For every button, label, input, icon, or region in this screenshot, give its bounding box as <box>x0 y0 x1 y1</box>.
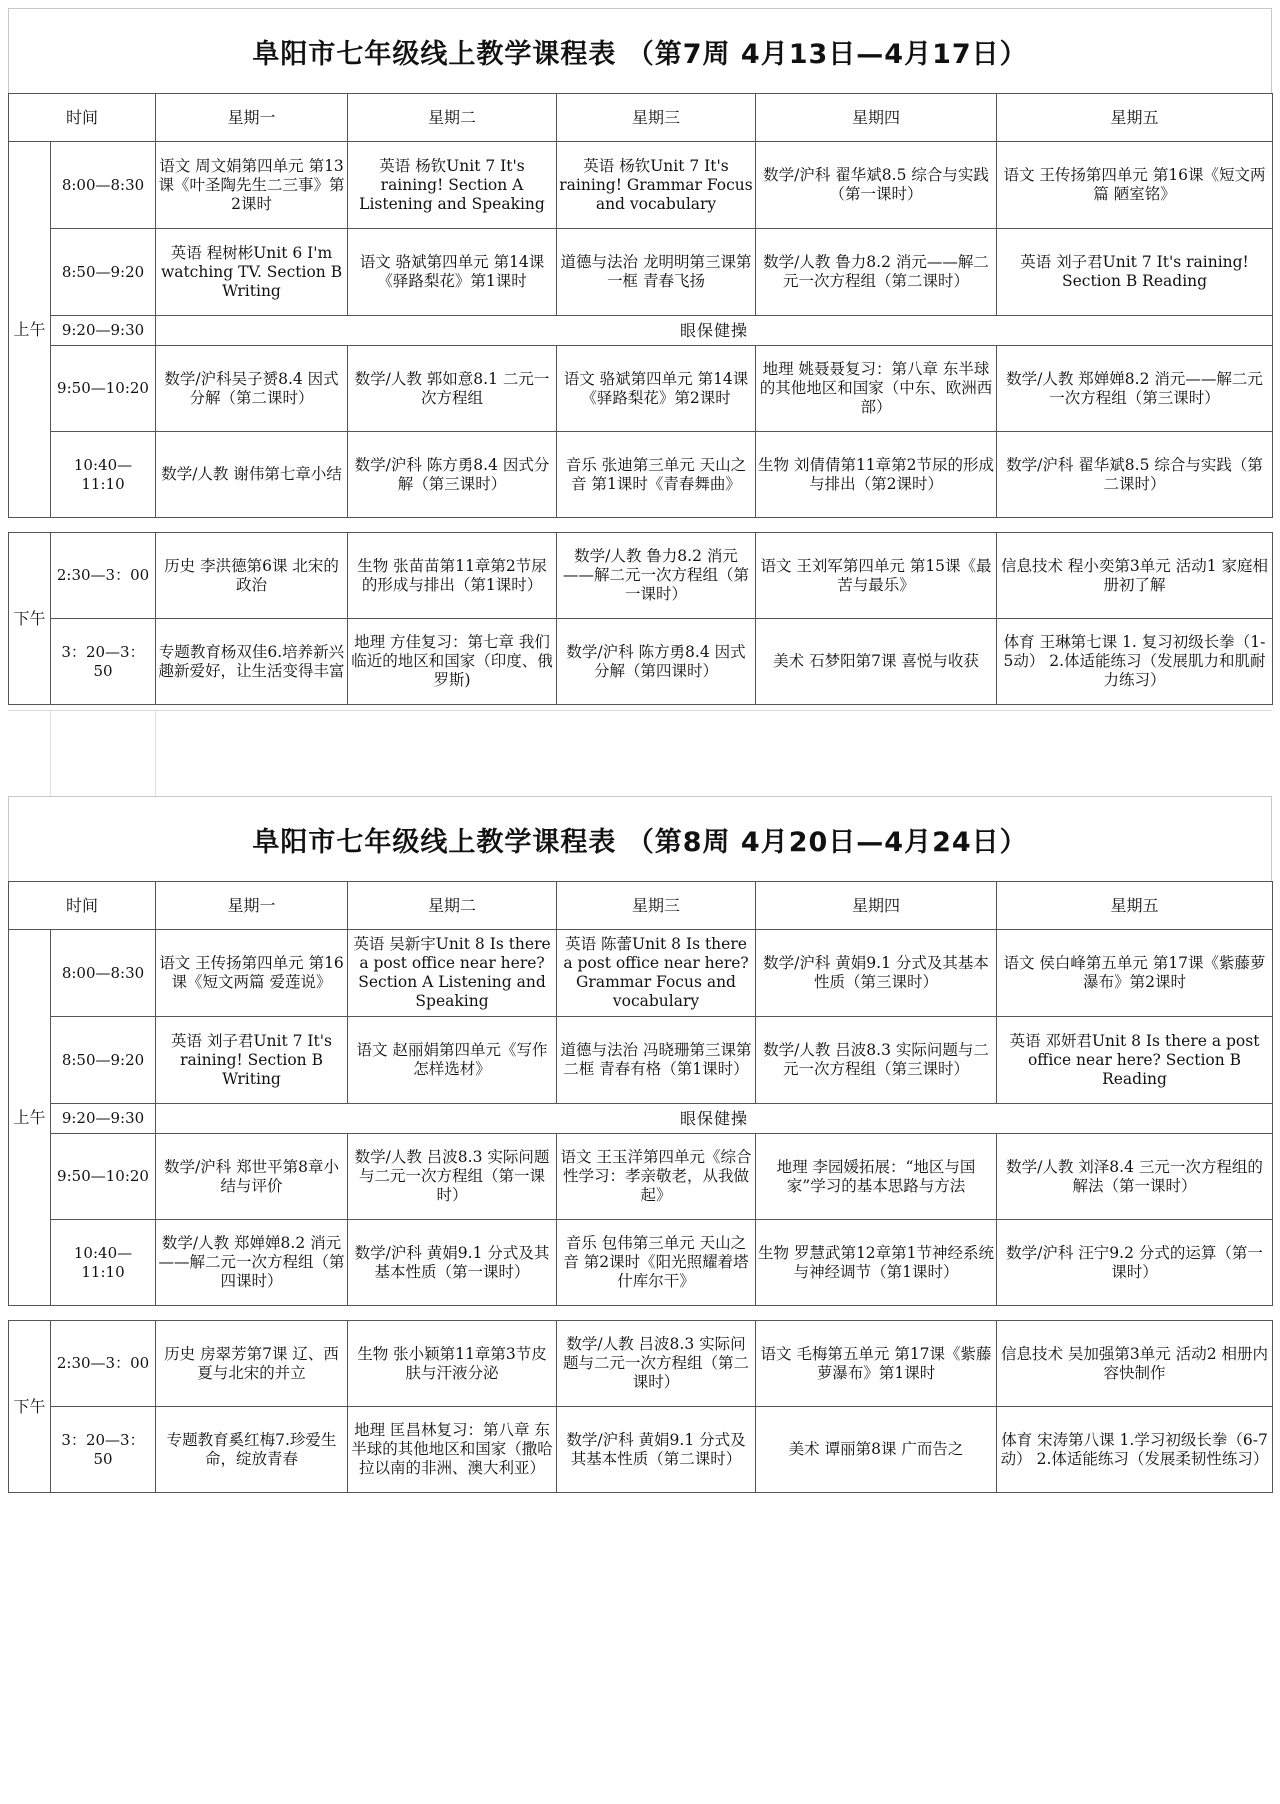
header-tuesday: 星期二 <box>348 94 557 142</box>
class-cell: 英语 刘子君Unit 7 It's raining! Section B Writing <box>156 1017 348 1104</box>
class-cell: 英语 杨钦Unit 7 It's raining! Grammar Focus and vocabulary <box>557 142 756 229</box>
schedule-title: 阜阳市七年级线上教学课程表 （第7周 4月13日—4月17日） <box>252 38 1028 70</box>
timetable <box>8 881 1273 1493</box>
class-cell: 数学/人教 吕波8.3 实际问题与二元一次方程组（第二课时） <box>557 1321 756 1407</box>
class-cell: 音乐 包伟第三单元 天山之音 第2课时《阳光照耀着塔什库尔干》 <box>557 1220 756 1306</box>
blank-spacer <box>8 710 1272 797</box>
time-cell: 8:00—8:30 <box>51 930 156 1017</box>
class-cell: 语文 王玉洋第四单元《综合性学习：孝亲敬老，从我做起》 <box>557 1134 756 1220</box>
class-cell: 语文 王刘军第四单元 第15课《最苦与最乐》 <box>756 533 997 619</box>
gap-row <box>9 1306 1273 1321</box>
time-cell: 8:00—8:30 <box>51 142 156 229</box>
header-thursday: 星期四 <box>756 94 997 142</box>
header-wednesday: 星期三 <box>557 94 756 142</box>
class-cell: 信息技术 程小奕第3单元 活动1 家庭相册初了解 <box>997 533 1273 619</box>
class-cell: 历史 房翠芳第7课 辽、西夏与北宋的并立 <box>156 1321 348 1407</box>
class-cell: 地理 匡昌林复习：第八章 东半球的其他地区和国家（撒哈拉以南的非洲、澳大利亚） <box>348 1407 557 1493</box>
class-cell: 数学/人教 郑婵婵8.2 消元——解二元一次方程组（第三课时） <box>997 346 1273 432</box>
class-cell: 语文 侯白峰第五单元 第17课《紫藤萝瀑布》第2课时 <box>997 930 1273 1017</box>
table-row <box>9 1321 1273 1407</box>
time-cell: 2:30—3：00 <box>51 1321 156 1407</box>
eye-exercise-break: 眼保健操 <box>156 316 1273 346</box>
class-cell: 英语 吴新宇Unit 8 Is there a post office near here? Section A Listening and Speaking <box>348 930 557 1017</box>
class-cell: 语文 周文娟第四单元 第13课《叶圣陶先生二三事》第2课时 <box>156 142 348 229</box>
header-wednesday: 星期三 <box>557 882 756 930</box>
class-cell: 音乐 张迪第三单元 天山之音 第1课时《青春舞曲》 <box>557 432 756 518</box>
class-cell: 数学/沪科 陈方勇8.4 因式分解（第三课时） <box>348 432 557 518</box>
period-morning: 上午 <box>9 142 51 518</box>
class-cell: 历史 李洪德第6课 北宋的政治 <box>156 533 348 619</box>
time-cell: 10:40—11:10 <box>51 1220 156 1306</box>
class-cell: 数学/沪科 翟华斌8.5 综合与实践（第一课时） <box>756 142 997 229</box>
faint-gridline <box>50 711 51 797</box>
class-cell: 数学/沪科 陈方勇8.4 因式分解（第四课时） <box>557 619 756 705</box>
class-cell: 生物 刘倩倩第11章第2节尿的形成与排出（第2课时） <box>756 432 997 518</box>
class-cell: 数学/人教 郑婵婵8.2 消元——解二元一次方程组（第四课时） <box>156 1220 348 1306</box>
time-cell: 9:50—10:20 <box>51 346 156 432</box>
class-cell: 语文 王传扬第四单元 第16课《短文两篇 陋室铭》 <box>997 142 1273 229</box>
table-row <box>9 346 1273 432</box>
class-cell: 数学/人教 刘泽8.4 三元一次方程组的解法（第一课时） <box>997 1134 1273 1220</box>
header-monday: 星期一 <box>156 94 348 142</box>
class-cell: 数学/人教 鲁力8.2 消元——解二元一次方程组（第一课时） <box>557 533 756 619</box>
schedule-week-7 <box>8 8 1272 705</box>
time-cell: 9:50—10:20 <box>51 1134 156 1220</box>
class-cell: 英语 刘子君Unit 7 It's raining! Section B Reading <box>997 229 1273 316</box>
table-row <box>9 316 1273 346</box>
table-row <box>9 1017 1273 1104</box>
faint-gridline <box>155 711 156 797</box>
class-cell: 生物 罗慧武第12章第1节神经系统与神经调节（第1课时） <box>756 1220 997 1306</box>
class-cell: 信息技术 吴加强第3单元 活动2 相册内容快制作 <box>997 1321 1273 1407</box>
eye-exercise-break: 眼保健操 <box>156 1104 1273 1134</box>
class-cell: 专题教育杨双佳6.培养新兴趣新爱好，让生活变得丰富 <box>156 619 348 705</box>
class-cell: 地理 姚聂聂复习：第八章 东半球的其他地区和国家（中东、欧洲西部） <box>756 346 997 432</box>
time-cell: 3：20—3：50 <box>51 1407 156 1493</box>
header-thursday: 星期四 <box>756 882 997 930</box>
class-cell: 数学/沪科 郑世平第8章小结与评价 <box>156 1134 348 1220</box>
class-cell: 英语 邓妍君Unit 8 Is there a post office near here? Section B Reading <box>997 1017 1273 1104</box>
class-cell: 英语 程树彬Unit 6 I'm watching TV. Section B Writing <box>156 229 348 316</box>
table-row <box>9 533 1273 619</box>
header-tuesday: 星期二 <box>348 882 557 930</box>
class-cell: 生物 张苗苗第11章第2节尿的形成与排出（第1课时） <box>348 533 557 619</box>
time-cell: 10:40—11:10 <box>51 432 156 518</box>
class-cell: 数学/沪科吴子赟8.4 因式分解（第二课时） <box>156 346 348 432</box>
schedule-week-8 <box>8 796 1272 1493</box>
class-cell: 体育 王琳第七课 1. 复习初级长拳（1-5动） 2.体适能练习（发展肌力和肌耐力练习） <box>997 619 1273 705</box>
table-row <box>9 1220 1273 1306</box>
table-row <box>9 1134 1273 1220</box>
class-cell: 语文 赵丽娟第四单元《写作 怎样选材》 <box>348 1017 557 1104</box>
time-cell: 3：20—3：50 <box>51 619 156 705</box>
header-row <box>9 94 1273 142</box>
schedule-title: 阜阳市七年级线上教学课程表 （第8周 4月20日—4月24日） <box>252 826 1028 858</box>
class-cell: 数学/人教 吕波8.3 实际问题与二元一次方程组（第三课时） <box>756 1017 997 1104</box>
class-cell: 生物 张小颖第11章第3节皮肤与汗液分泌 <box>348 1321 557 1407</box>
table-row <box>9 1407 1273 1493</box>
class-cell: 数学/沪科 黄娟9.1 分式及其基本性质（第一课时） <box>348 1220 557 1306</box>
time-cell: 9:20—9:30 <box>51 316 156 346</box>
class-cell: 英语 陈蕾Unit 8 Is there a post office near here? Grammar Focus and vocabulary <box>557 930 756 1017</box>
class-cell: 地理 方佳复习：第七章 我们临近的地区和国家（印度、俄罗斯) <box>348 619 557 705</box>
time-cell: 2:30—3：00 <box>51 533 156 619</box>
time-cell: 8:50—9:20 <box>51 229 156 316</box>
time-cell: 8:50—9:20 <box>51 1017 156 1104</box>
class-cell: 地理 李园媛拓展：“地区与国家”学习的基本思路与方法 <box>756 1134 997 1220</box>
title-box <box>8 796 1272 881</box>
class-cell: 数学/沪科 汪宁9.2 分式的运算（第一课时） <box>997 1220 1273 1306</box>
title-box <box>8 8 1272 93</box>
class-cell: 体育 宋涛第八课 1.学习初级长拳（6-7动） 2.体适能练习（发展柔韧性练习） <box>997 1407 1273 1493</box>
class-cell: 语文 毛梅第五单元 第17课《紫藤萝瀑布》第1课时 <box>756 1321 997 1407</box>
class-cell: 道德与法治 龙明明第三课第一框 青春飞扬 <box>557 229 756 316</box>
table-row <box>9 619 1273 705</box>
header-row <box>9 882 1273 930</box>
class-cell: 英语 杨钦Unit 7 It's raining! Section A Listening and Speaking <box>348 142 557 229</box>
period-afternoon: 下午 <box>9 533 51 705</box>
gap-row <box>9 518 1273 533</box>
class-cell: 道德与法治 冯晓珊第三课第二框 青春有格（第1课时） <box>557 1017 756 1104</box>
class-cell: 数学/沪科 黄娟9.1 分式及其基本性质（第三课时） <box>756 930 997 1017</box>
class-cell: 语文 王传扬第四单元 第16课《短文两篇 爱莲说》 <box>156 930 348 1017</box>
class-cell: 语文 骆斌第四单元 第14课《驿路梨花》第1课时 <box>348 229 557 316</box>
class-cell: 数学/人教 鲁力8.2 消元——解二元一次方程组（第二课时） <box>756 229 997 316</box>
table-row <box>9 229 1273 316</box>
class-cell: 数学/人教 吕波8.3 实际问题与二元一次方程组（第一课时） <box>348 1134 557 1220</box>
table-row <box>9 1104 1273 1134</box>
class-cell: 美术 谭丽第8课 广而告之 <box>756 1407 997 1493</box>
class-cell: 美术 石梦阳第7课 喜悦与收获 <box>756 619 997 705</box>
header-time: 时间 <box>9 882 156 930</box>
class-cell: 数学/沪科 黄娟9.1 分式及其基本性质（第二课时） <box>557 1407 756 1493</box>
class-cell: 数学/沪科 翟华斌8.5 综合与实践（第二课时） <box>997 432 1273 518</box>
table-row <box>9 432 1273 518</box>
timetable <box>8 93 1273 705</box>
header-friday: 星期五 <box>997 94 1273 142</box>
header-monday: 星期一 <box>156 882 348 930</box>
period-morning: 上午 <box>9 930 51 1306</box>
time-cell: 9:20—9:30 <box>51 1104 156 1134</box>
period-afternoon: 下午 <box>9 1321 51 1493</box>
class-cell: 数学/人教 郭如意8.1 二元一次方程组 <box>348 346 557 432</box>
class-cell: 数学/人教 谢伟第七章小结 <box>156 432 348 518</box>
header-time: 时间 <box>9 94 156 142</box>
class-cell: 专题教育奚红梅7.珍爱生命，绽放青春 <box>156 1407 348 1493</box>
class-cell: 语文 骆斌第四单元 第14课《驿路梨花》第2课时 <box>557 346 756 432</box>
header-friday: 星期五 <box>997 882 1273 930</box>
table-row <box>9 142 1273 229</box>
table-row <box>9 930 1273 1017</box>
